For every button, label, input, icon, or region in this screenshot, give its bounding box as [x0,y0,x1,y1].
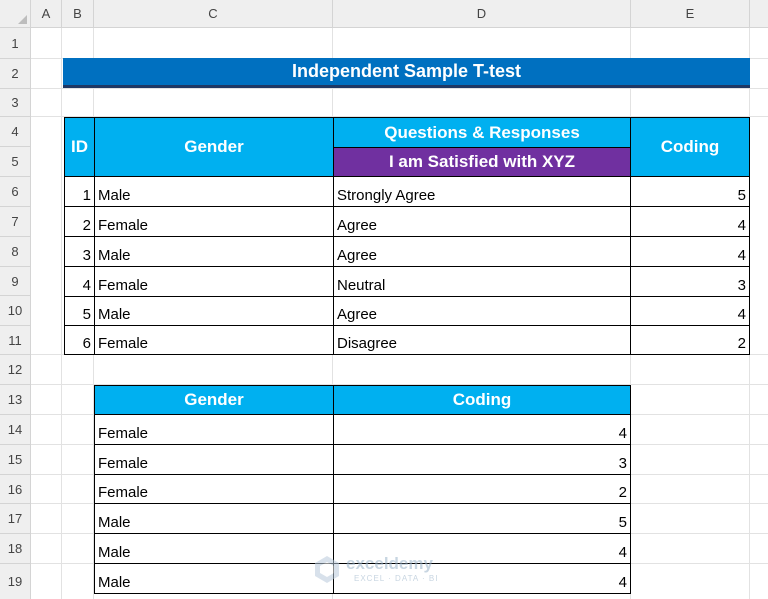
table1-coding-cell[interactable]: 4 [630,296,750,326]
select-all-corner[interactable] [0,0,31,28]
sheet-title[interactable]: Independent Sample T-test [63,58,750,88]
gridline [61,28,62,599]
row-header-4[interactable]: 4 [0,117,31,147]
exceldemy-logo-icon [312,554,342,584]
row-header-1[interactable]: 1 [0,28,31,59]
table2-coding-cell[interactable]: 4 [333,563,631,594]
row-header-19[interactable]: 19 [0,564,31,599]
table2-coding-cell[interactable]: 3 [333,444,631,475]
watermark-name: exceldemy [346,554,433,573]
row-header-7[interactable]: 7 [0,207,31,237]
table1-response-cell[interactable]: Agree [333,296,631,326]
row-header-8[interactable]: 8 [0,237,31,267]
table2-gender-cell[interactable]: Female [94,474,334,504]
table2-coding-cell[interactable]: 4 [333,533,631,564]
header-gender[interactable]: Gender [94,117,334,177]
table1-response-cell[interactable]: Agree [333,206,631,237]
row-header-2[interactable]: 2 [0,59,31,89]
column-header-e[interactable]: E [631,0,750,28]
header-questions-responses[interactable]: Questions & Responses [333,117,631,148]
row-header-15[interactable]: 15 [0,445,31,475]
table1-gender-cell[interactable]: Female [94,266,334,297]
table1-response-cell[interactable]: Agree [333,236,631,267]
row-header-6[interactable]: 6 [0,177,31,207]
exceldemy-watermark [312,552,462,586]
table1-id-cell[interactable]: 1 [64,176,95,207]
table2-gender-cell[interactable]: Male [94,533,334,564]
table1-id-cell[interactable]: 5 [64,296,95,326]
table2-header-coding[interactable]: Coding [333,385,631,415]
table2-gender-cell[interactable]: Male [94,503,334,534]
header-id[interactable]: ID [64,117,95,177]
table1-id-cell[interactable]: 6 [64,325,95,355]
table1-coding-cell[interactable]: 5 [630,176,750,207]
table2-coding-cell[interactable]: 4 [333,414,631,445]
table1-id-cell[interactable]: 3 [64,236,95,267]
watermark-tagline: EXCEL · DATA · BI [354,574,439,583]
table1-gender-cell[interactable]: Male [94,296,334,326]
header-satisfied-xyz[interactable]: I am Satisfied with XYZ [333,147,631,177]
column-header-a[interactable]: A [31,0,62,28]
table1-id-cell[interactable]: 4 [64,266,95,297]
row-header-5[interactable]: 5 [0,147,31,177]
table2-coding-cell[interactable]: 5 [333,503,631,534]
column-header-f[interactable] [750,0,768,28]
column-header-c[interactable]: C [94,0,333,28]
row-header-18[interactable]: 18 [0,534,31,564]
header-coding[interactable]: Coding [630,117,750,177]
row-header-3[interactable]: 3 [0,89,31,117]
table1-gender-cell[interactable]: Female [94,206,334,237]
table1-gender-cell[interactable]: Male [94,176,334,207]
table2-header-gender[interactable]: Gender [94,385,334,415]
table1-coding-cell[interactable]: 3 [630,266,750,297]
table1-coding-cell[interactable]: 4 [630,236,750,267]
gridline [31,88,768,89]
table1-response-cell[interactable]: Disagree [333,325,631,355]
row-header-9[interactable]: 9 [0,267,31,296]
column-header-b[interactable]: B [62,0,94,28]
table2-gender-cell[interactable]: Male [94,563,334,594]
row-header-16[interactable]: 16 [0,475,31,504]
table1-response-cell[interactable]: Neutral [333,266,631,297]
row-header-11[interactable]: 11 [0,326,31,355]
table1-gender-cell[interactable]: Male [94,236,334,267]
row-header-12[interactable]: 12 [0,355,31,385]
table1-coding-cell[interactable]: 4 [630,206,750,237]
table1-gender-cell[interactable]: Female [94,325,334,355]
table1-coding-cell[interactable]: 2 [630,325,750,355]
table2-coding-cell[interactable]: 2 [333,474,631,504]
row-header-13[interactable]: 13 [0,385,31,415]
row-header-14[interactable]: 14 [0,415,31,445]
table1-id-cell[interactable]: 2 [64,206,95,237]
table2-gender-cell[interactable]: Female [94,414,334,445]
row-header-17[interactable]: 17 [0,504,31,534]
table1-response-cell[interactable]: Strongly Agree [333,176,631,207]
table2-gender-cell[interactable]: Female [94,444,334,475]
row-header-10[interactable]: 10 [0,296,31,326]
column-header-d[interactable]: D [333,0,631,28]
